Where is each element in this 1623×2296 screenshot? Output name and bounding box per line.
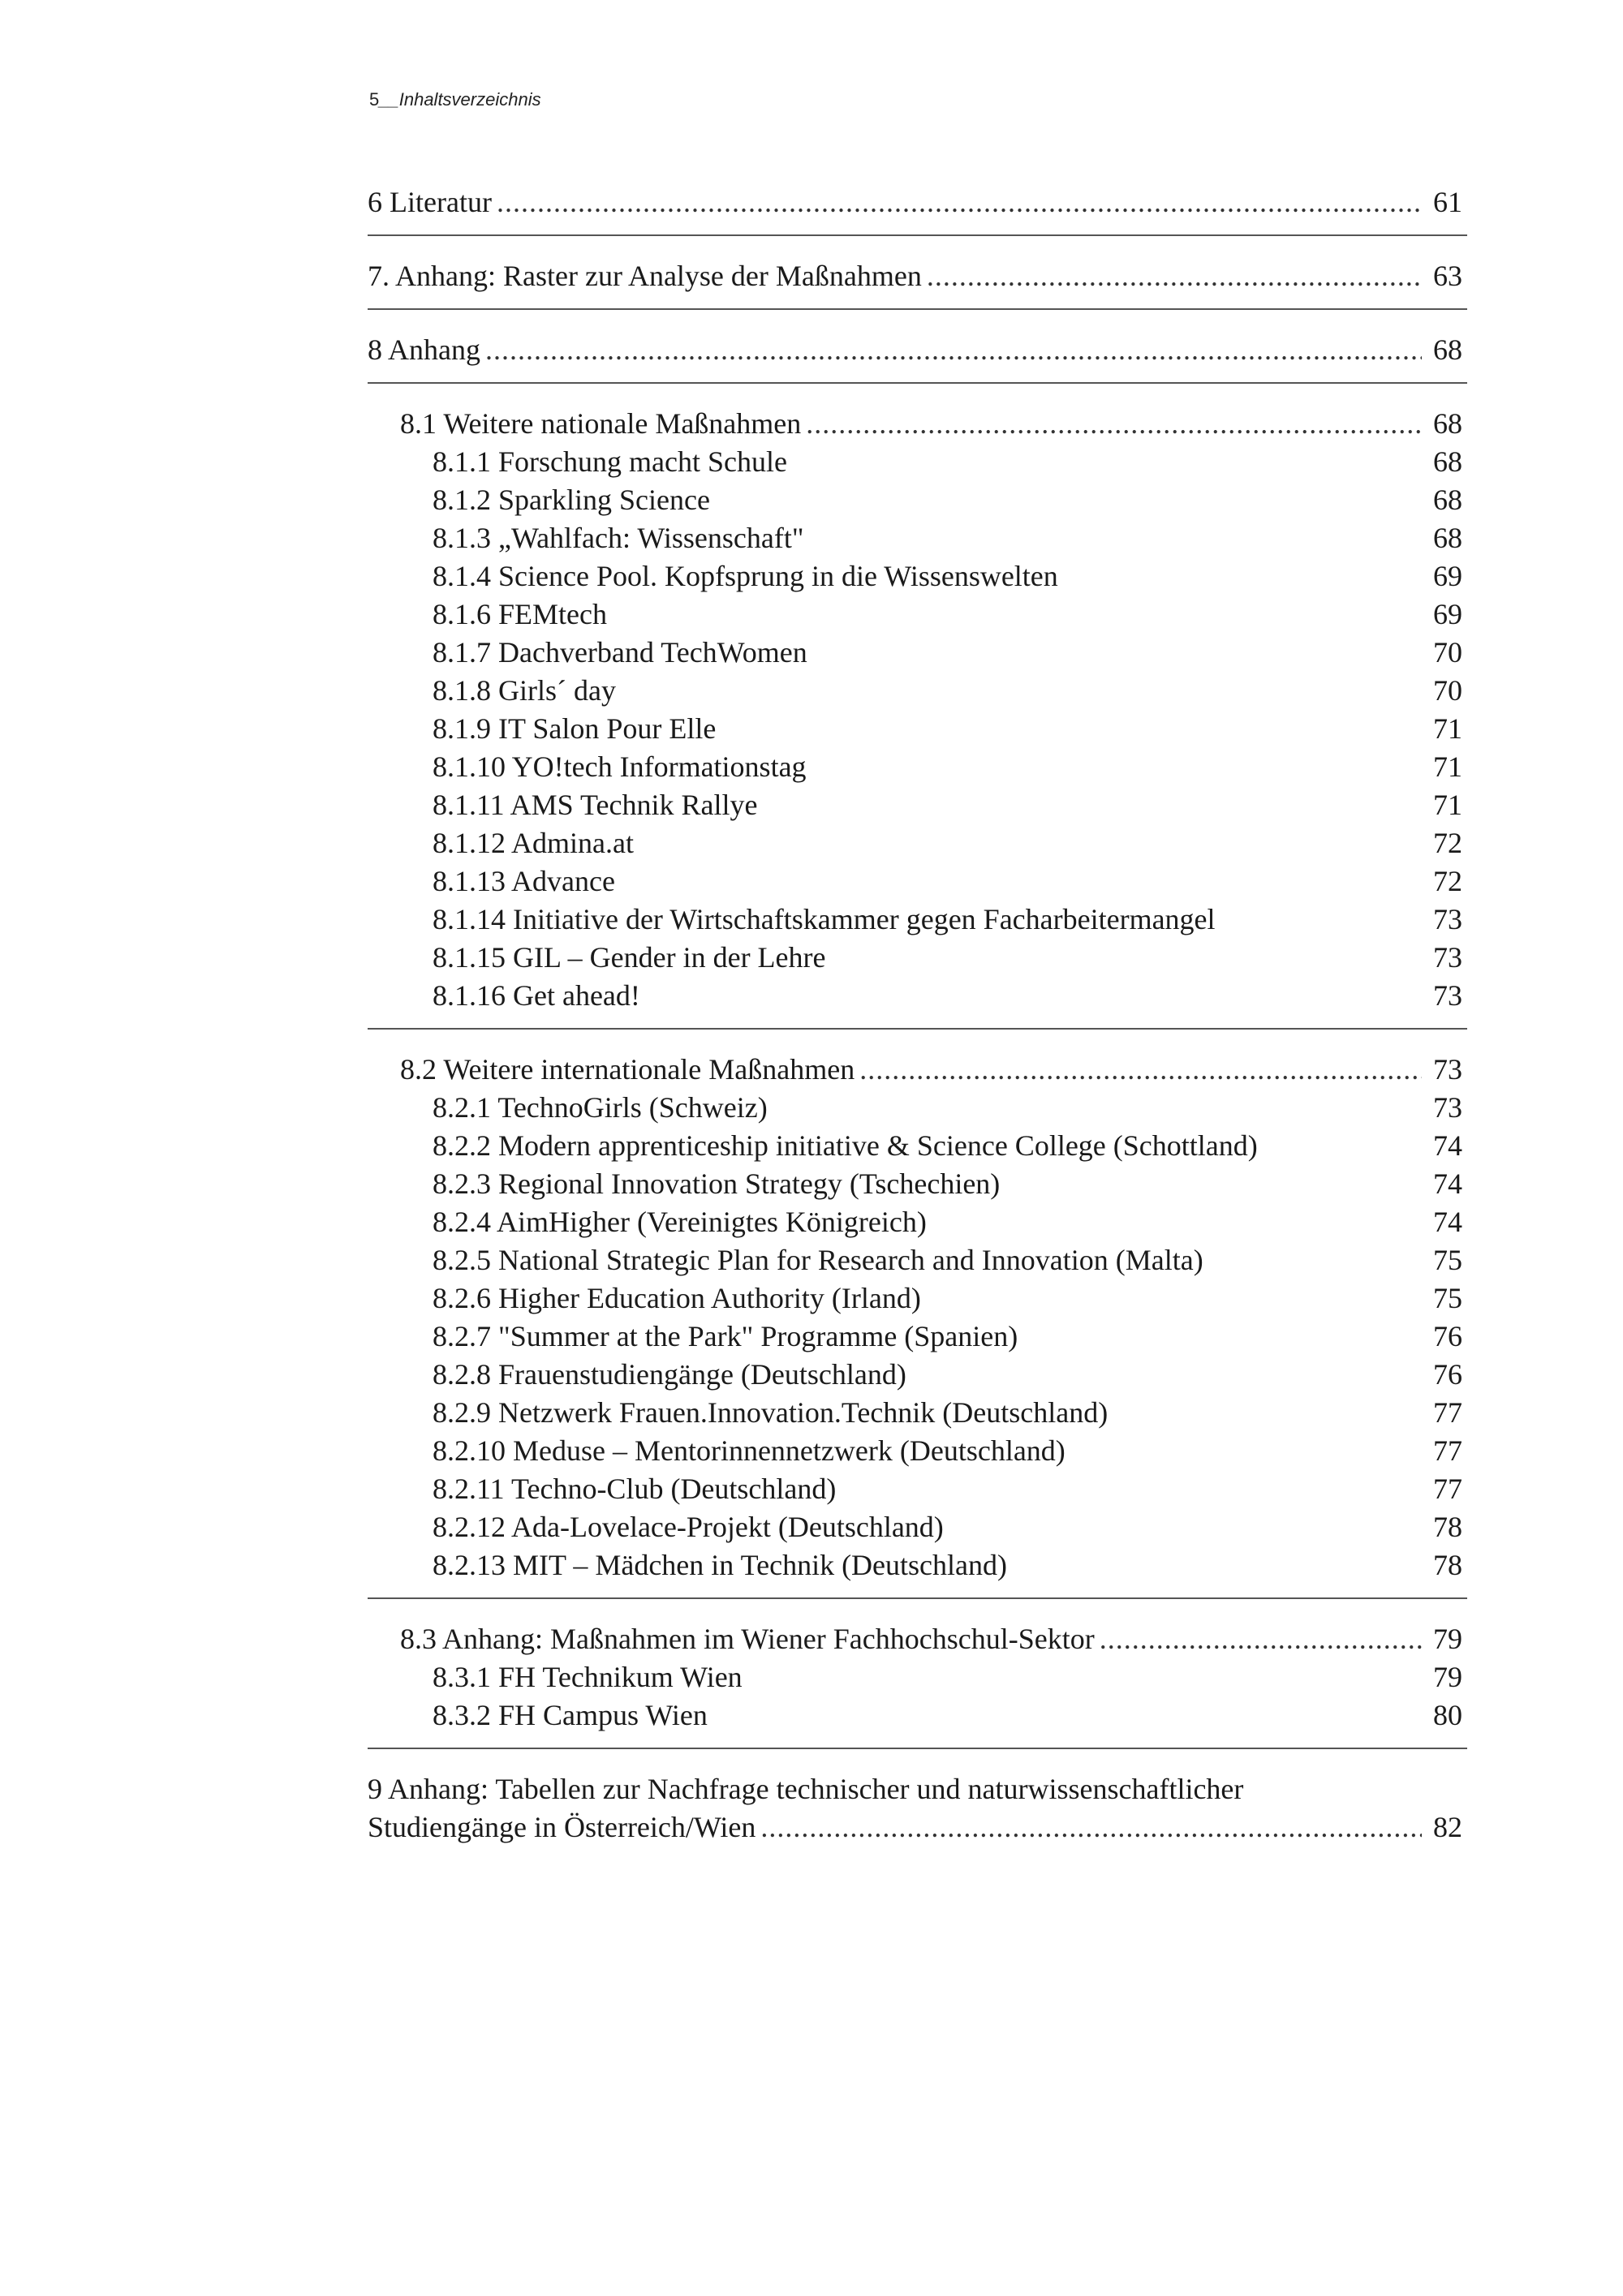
toc-entry[interactable] — [368, 183, 1467, 221]
toc-subentry[interactable] — [368, 557, 1467, 595]
toc-entry-page: 79 — [1433, 1623, 1462, 1655]
toc-block-literatur — [368, 180, 1467, 236]
toc-subentry-label: 8.1.15 GIL – Gender in der Lehre — [433, 941, 826, 974]
toc-subentry[interactable] — [368, 1394, 1467, 1432]
toc-subentry[interactable] — [368, 1127, 1467, 1165]
toc-entry[interactable] — [368, 405, 1467, 443]
toc-subentry-label: 8.1.13 Advance — [433, 865, 615, 897]
toc-subentry-page: 68 — [1433, 445, 1462, 478]
toc-subentry-label: 8.1.16 Get ahead! — [433, 979, 640, 1012]
toc-subentry[interactable] — [368, 939, 1467, 977]
toc-entry-label: 8 Anhang — [368, 333, 480, 366]
toc-subentry-page: 71 — [1433, 712, 1462, 745]
toc-subentry-page: 71 — [1433, 789, 1462, 821]
toc-subentry-page: 75 — [1433, 1244, 1462, 1276]
toc-subentry-label: 8.1.11 AMS Technik Rallye — [433, 789, 758, 821]
toc-subentry-page: 68 — [1433, 522, 1462, 554]
header-separator: __ — [379, 89, 399, 110]
toc-subentry-page: 73 — [1433, 1091, 1462, 1124]
toc-subentry-label: 8.1.2 Sparkling Science — [433, 484, 710, 516]
toc-subentry-label: 8.1.7 Dachverband TechWomen — [433, 636, 807, 669]
toc-subentry-label: 8.2.5 National Strategic Plan for Research and Innovation (Malta) — [433, 1244, 1203, 1276]
toc-subentry[interactable] — [368, 1089, 1467, 1127]
toc-subentry-page: 69 — [1433, 560, 1462, 592]
toc-subentry[interactable] — [368, 1356, 1467, 1394]
dot-leader — [485, 331, 1422, 369]
toc-subentry-label: 8.2.13 MIT – Mädchen in Technik (Deutschland) — [433, 1549, 1007, 1581]
toc-block-8-3 — [368, 1617, 1467, 1749]
toc-subentry-label: 8.1.10 YO!tech Informationstag — [433, 750, 807, 783]
toc-subentry[interactable] — [368, 672, 1467, 710]
toc-entry[interactable] — [368, 1620, 1467, 1658]
toc-entry-page: 68 — [1433, 333, 1462, 366]
toc-subentry-page: 72 — [1433, 827, 1462, 859]
dot-leader — [1100, 1620, 1422, 1658]
toc-block-anhang7 — [368, 254, 1467, 310]
toc-subentry-page: 74 — [1433, 1206, 1462, 1238]
toc-subentry[interactable] — [368, 1546, 1467, 1584]
toc-subentry-page: 77 — [1433, 1473, 1462, 1505]
toc-subentry[interactable] — [368, 1241, 1467, 1279]
dot-leader — [806, 405, 1422, 443]
toc-subentry-label: 8.1.8 Girls´ day — [433, 674, 616, 707]
toc-subentry-label: 8.2.6 Higher Education Authority (Irland) — [433, 1282, 921, 1314]
toc-subentry-page: 74 — [1433, 1129, 1462, 1162]
dot-leader — [859, 1051, 1422, 1089]
toc-subentry[interactable] — [368, 1470, 1467, 1508]
toc-subentry[interactable] — [368, 634, 1467, 672]
toc-entry-page: 73 — [1433, 1053, 1462, 1086]
toc-subentry-label: 8.2.12 Ada-Lovelace-Projekt (Deutschland) — [433, 1511, 944, 1543]
toc-subentry[interactable] — [368, 1318, 1467, 1356]
toc-sublist-8-2 — [368, 1089, 1467, 1584]
toc-subentry-page: 73 — [1433, 979, 1462, 1012]
toc-subentry-label: 8.3.2 FH Campus Wien — [433, 1699, 708, 1731]
toc-subentry-label: 8.2.2 Modern apprenticeship initiative & Science College (Schottland) — [433, 1129, 1258, 1162]
toc-subentry-page: 71 — [1433, 750, 1462, 783]
toc-entry — [368, 1808, 1467, 1847]
header-title: Inhaltsverzeichnis — [398, 89, 541, 110]
toc-subentry-label: 8.3.1 FH Technikum Wien — [433, 1661, 743, 1693]
table-of-contents — [368, 180, 1467, 1877]
toc-subentry-label: 8.2.8 Frauenstudiengänge (Deutschland) — [433, 1358, 906, 1391]
toc-sublist-8-3 — [368, 1658, 1467, 1735]
toc-entry-label-line1: 9 Anhang: Tabellen zur Nachfrage technischer und naturwissenschaftlicher — [368, 1773, 1244, 1805]
toc-subentry-page: 76 — [1433, 1358, 1462, 1391]
toc-subentry-page: 77 — [1433, 1396, 1462, 1429]
toc-subentry[interactable] — [368, 1508, 1467, 1546]
toc-subentry[interactable] — [368, 824, 1467, 862]
toc-subentry[interactable] — [368, 862, 1467, 901]
dot-leader — [497, 183, 1422, 221]
toc-subentry[interactable] — [368, 481, 1467, 519]
toc-subentry-page: 70 — [1433, 674, 1462, 707]
toc-subentry[interactable] — [368, 519, 1467, 557]
toc-subentry-label: 8.1.1 Forschung macht Schule — [433, 445, 787, 478]
toc-subentry-label: 8.1.4 Science Pool. Kopfsprung in die Wissenswelten — [433, 560, 1058, 592]
dot-leader — [760, 1808, 1422, 1847]
toc-entry-page: 82 — [1433, 1811, 1462, 1843]
toc-subentry[interactable] — [368, 1658, 1467, 1696]
toc-subentry[interactable] — [368, 1279, 1467, 1318]
toc-subentry-label: 8.1.3 „Wahlfach: Wissenschaft" — [433, 522, 804, 554]
toc-subentry[interactable] — [368, 786, 1467, 824]
page-number: 5 — [369, 89, 380, 110]
toc-subentry[interactable] — [368, 1432, 1467, 1470]
toc-subentry-page: 79 — [1433, 1661, 1462, 1693]
toc-block-anhang8 — [368, 328, 1467, 384]
toc-subentry[interactable] — [368, 710, 1467, 748]
toc-subentry[interactable] — [368, 748, 1467, 786]
toc-entry-label: 7. Anhang: Raster zur Analyse der Maßnahmen — [368, 260, 922, 292]
toc-subentry-label: 8.2.7 "Summer at the Park" Programme (Spanien) — [433, 1320, 1018, 1352]
toc-subentry-page: 78 — [1433, 1549, 1462, 1581]
toc-block-anhang9[interactable] — [368, 1767, 1467, 1860]
toc-subentry[interactable] — [368, 1203, 1467, 1241]
toc-block-8-1 — [368, 402, 1467, 1030]
toc-subentry-page: 78 — [1433, 1511, 1462, 1543]
toc-subentry-label: 8.2.11 Techno-Club (Deutschland) — [433, 1473, 837, 1505]
toc-subentry-page: 69 — [1433, 598, 1462, 630]
toc-subentry-page: 68 — [1433, 484, 1462, 516]
toc-entry-page: 61 — [1433, 186, 1462, 218]
toc-sublist-8-1 — [368, 443, 1467, 1015]
running-head — [369, 89, 541, 110]
toc-subentry-page: 77 — [1433, 1434, 1462, 1467]
toc-subentry-page: 75 — [1433, 1282, 1462, 1314]
toc-subentry-page: 74 — [1433, 1167, 1462, 1200]
toc-subentry[interactable] — [368, 595, 1467, 634]
toc-subentry-label: 8.2.3 Regional Innovation Strategy (Tschechien) — [433, 1167, 1001, 1200]
toc-subentry-page: 76 — [1433, 1320, 1462, 1352]
toc-entry[interactable] — [368, 331, 1467, 369]
toc-subentry[interactable] — [368, 901, 1467, 939]
toc-subentry-label: 8.2.9 Netzwerk Frauen.Innovation.Technik (Deutschland) — [433, 1396, 1109, 1429]
toc-subentry-page: 80 — [1433, 1699, 1462, 1731]
toc-entry-label: 8.1 Weitere nationale Maßnahmen — [400, 407, 802, 440]
toc-subentry-label: 8.1.12 Admina.at — [433, 827, 634, 859]
toc-subentry[interactable] — [368, 1696, 1467, 1735]
toc-subentry-page: 70 — [1433, 636, 1462, 669]
toc-entry-page: 63 — [1433, 260, 1462, 292]
toc-subentry[interactable] — [368, 443, 1467, 481]
toc-subentry-page: 73 — [1433, 903, 1462, 935]
toc-entry-label: 8.2 Weitere internationale Maßnahmen — [400, 1053, 855, 1086]
toc-block-8-2 — [368, 1047, 1467, 1599]
toc-subentry-label: 8.2.1 TechnoGirls (Schweiz) — [433, 1091, 768, 1124]
toc-subentry-label: 8.2.4 AimHigher (Vereinigtes Königreich) — [433, 1206, 927, 1238]
toc-subentry-label: 8.1.14 Initiative der Wirtschaftskammer gegen Facharbeitermangel — [433, 903, 1216, 935]
toc-entry[interactable] — [368, 257, 1467, 295]
toc-entry-page: 68 — [1433, 407, 1462, 440]
toc-entry-label: 8.3 Anhang: Maßnahmen im Wiener Fachhochschul-Sektor — [400, 1623, 1095, 1655]
toc-subentry[interactable] — [368, 977, 1467, 1015]
toc-subentry-label: 8.2.10 Meduse – Mentorinnennetzwerk (Deutschland) — [433, 1434, 1065, 1467]
toc-subentry-page: 73 — [1433, 941, 1462, 974]
dot-leader — [927, 257, 1422, 295]
toc-entry-label-line2: Studiengänge in Österreich/Wien — [368, 1811, 756, 1843]
toc-subentry-page: 72 — [1433, 865, 1462, 897]
toc-subentry[interactable] — [368, 1165, 1467, 1203]
toc-entry[interactable] — [368, 1051, 1467, 1089]
toc-entry-label: 6 Literatur — [368, 186, 492, 218]
toc-subentry-label: 8.1.6 FEMtech — [433, 598, 607, 630]
toc-subentry-label: 8.1.9 IT Salon Pour Elle — [433, 712, 717, 745]
